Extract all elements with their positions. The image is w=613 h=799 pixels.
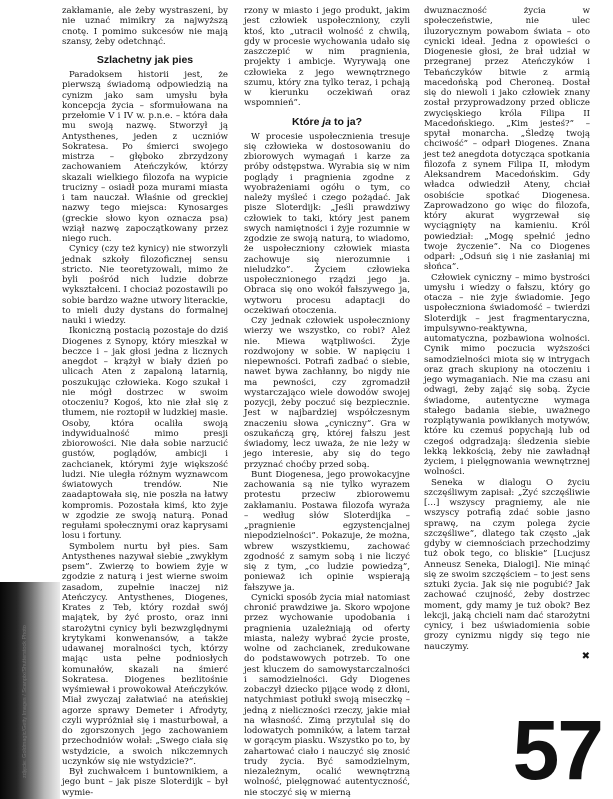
paragraph: Paradoksem historii jest, że pierwszą świadomą odpowiedzią na cynizm jako sam umysłu była koncepcja życia – sformułowana na przełomie V i IV w. p.n.e. – która dała mu swoją nazwę. Stworzył ją Antysthenes, jeden z uczniów Sokratesa. Po śmierci swojego mistrza – głęboko zbrzydzony zachowaniem Ateńczyków, którzy skazali wielkiego filozofa na wypicie trucizny – osiadł poza murami miasta i tam nauczał. Właśnie od greckiej nazwy tego miejsca: Kynosarges (greckie słowo kyon oznacza psa) wziął nazwę zapoczątkowany przez niego ruch. <box>62 70 228 244</box>
paragraph: Czy jednak człowiek uspołeczniony wierzy we wszystko, co robi? Ależ nie. Miewa wątpliwości. Żyje rozdwojony w sobie. W napięciu i niepewności. Potrafi zadbać o siebie, nawet bywa zachłanny, bo nigdy nie ma pewności, czy zgromadził wystarczająco wiele dowodów swojej pozycji, żeby poczuć się bezpiecznie. Jest w najbardziej współczesnym znaczeniu słowa „cyniczny”. Gra w oszukańczą grę, której fałszu jest świadomy, lecz uważa, że nie leży w jego interesie, aby się do tego przyznać choćby przed sobą. <box>244 316 410 470</box>
paragraph: Ikoniczną postacią pozostaje do dziś Diogenes z Synopy, który mieszkał w beczce i – jak głosi jedna z licznych anegdot – krążył w biały dzień po ulicach Aten z zapaloną latarnią, poszukując człowieka. Kogo szukał i nie mógł dostrzec w swoim otoczeniu? Kogoś, kto nie złał się z tłumem, nie roztopił w ludzkiej masie. Osoby, która ocaliła swoją indywidualność mimo presji zbiorowości. Nie dała sobie narzucić gustów, poglądów, ambicji i zachcianek, którymi żyje większość ludzi. Nie uległa różnym wyznawcom światowych trendów. Nie zaadaptowała się, nie poszła na łatwy kompromis. Pozostała kimś, kto żyje w zgodzie ze swoją naturą. Ponad regułami społecznymi oraz kaprysami losu i fortuny. <box>62 326 229 542</box>
paragraph: Człowiek cyniczny – mimo bystrości umysłu i wiedzy o fałszu, który go otacza – nie żyje świadomie. Jego uspołeczniona świadomość – twierdzi Sloterdijk – jest fragmentaryczna, impulsywno-reaktywna, automatyczna, pozbawiona wolności. Cynik mimo poczucia wyższości samodzielności miota się w intrygach oraz grach skupiony na otoczeniu i jego wymaganiach. Nie ma czasu ani odwagi, żeby zająć się sobą. Życie świadome, autentyczne wymaga stałego badania siebie, uważnego rozplątywania powikłanych motywów, które ku czemuś popychają lub od czegoś odgradzają: śledzenia siebie lekką lekkością, żeby nie zawładnął życiem, i pielęgnowania wewnętrznej wolności. <box>424 272 590 478</box>
heading-part: Które <box>291 115 323 128</box>
article-column-2 <box>244 6 410 798</box>
paragraph: Cynicki sposób życia miał natomiast chronić prawdziwe ja. Skoro wpojone przez wychowanie upodobania i pragnienia uzależniają od oferty miasta, należy wybrać życie proste, wolne od zachcianek, zredukowane do podstawowych potrzeb. To one jest kluczem do samowystarczalności i samodzielności. Gdy Diogenes zobaczył dziecko pijące wodę z dłoni, natychmiast potłukł swoją miseczkę – jedną z nieliczności rzeczy, jakie miał na własność. Zimą przytulał się do lodowatych pomników, a latem tarzał w gorącym piasku. Wszystko po to, by zahartować ciało i nauczyć się znosić trudy życia. Być samodzielnym, niezależnym, ocalić wewnętrzną wolność, pielęgnować autentyczność, nie stoczyć się w mierną <box>244 592 410 798</box>
paragraph: W procesie uspołecznienia tresuje się człowieka w dostosowaniu do zbiorowych wymagań i karze za próby odstępstwa. Wyrabia się w nim poglądy i pragnienia zgodne z wyobrażeniami ogółu o tym, co należy myśleć i czego pożądać. Jak pisze Sloterdijk: „Jeśli prawdziwy człowiek to taki, który jest panem swych namiętności i żyje rozumnie w zgodzie ze swoją naturą, to wiadomo, że uspołeczniony człowiek miasta zachowuje się nierozumnie i nieludzko”. Życiem człowieka uspołecznionego rządzi jego ja. Obraca się ono wokół fałszywego ja, wytworu procesu adaptacji do oczekiwań otoczenia. <box>244 131 410 316</box>
paragraph: Bunt Diogenesa, jego prowokacyjne zachowania są nie tylko wyrazem protestu przeciw zbiorowemu zakłamaniu. Postawa filozofa wyraża – według słów Sloterdijka – „pragnienie egzystencjalnej niepodzielności”. Pokazuje, że można, wbrew wszystkiemu, zachować zgodność z samym sobą i nie liczyć się z tym, „co ludzie powiedzą”, ponieważ ich opinie wspierają fałszywe ja. <box>244 469 410 593</box>
paragraph: Symbolem nurtu był pies. Sam Antysthenes nazywał siebie „zwykłym psem”. Zwierzę to bowiem żyje w zgodzie z naturą i jest wierne swoim zasadom, zupełnie inaczej niż Ateńczycy. Antysthenes, Diogenes, Krates z Teb, który rozdał swój majątek, by żyć prosto, oraz inni starożytni cynicy byli bezwzględnymi krytykami konwenansów, a także udawanej moralności tych, którzy mając usta pełne podniosłych komunałów, skazali na śmierć Sokratesa. Diogenes bezlitośnie wyśmiewał i prowokował Ateńczyków. Miał zwyczaj załatwiać na ateńskiej agorze sprawy Demeter i Afrodyty, czyli wypróżniał się i masturbował, a do zgorszonych jego zachowaniem przechodniów wołał: „Swego ciała się wstydzicie, a swoich nikczemnych uczynków się nie wstydzicie?”. <box>62 541 228 767</box>
paragraph: Cynicy (czy też kynicy) nie stworzyli jednak szkoły filozoficznej sensu stricto. Nie teoretyzowali, mimo że byli pośród nich ludzie dobrze wykształceni. I chociaż pozostawili po sobie bardzo ważne utwory literackie, to mieli duży dystans do formalnej nauki i wiedzy. <box>62 244 228 326</box>
paragraph: rzony w miasto i jego produkt, jakim jest człowiek uspołeczniony, czyli ktoś, kto „utracił wolność z chwilą, gdy w procesie wychowania udało się zaszczepić w nim pragnienia, projekty i ambicje. Wyrywają one człowieka z jego wewnętrznego szumu, który zna tylko teraz, i pchają w kierunku oczekiwań oraz wspomnień”. <box>244 6 410 109</box>
paragraph: dwuznaczność życia w społeczeństwie, nie ulec iluzorycznym powabom świata – oto cynicki ideał. Jedna z opowieści o Diogenesie głosi, że brał udział w przegranej przez Ateńczyków i Tebańczyków bitwie z armią macedońską pod Cheroneą. Dostał się do niewoli i jako człowiek znany został przyprowadzony przed oblicze zwycięskiego króla Filipa II Macedońskiego. „Kim jesteś?” – spytał monarcha. „Śledzę twoją chciwość” – odparł Diogenes. Znana jest też anegdota dotycząca spotkania filozofa z synem Filipa II, młodym Aleksandrem Macedońskim. Gdy władca odwiedził Ateny, chciał osobiście spotkać Diogenesa. Zaprowadzono go więc do filozofa, który akurat wygrzewał się wyciągnięty na kamieniu. Król powiedział: „Mogę spełnić jedno twoje życzenie”. Na co Diogenes odparł: „Odsuń się i nie zasłaniaj mi słońca”. <box>424 6 590 273</box>
article-column-1 <box>62 6 228 798</box>
section-heading: Szlachetny jak pies <box>96 54 194 66</box>
heading-part-italic: ja <box>322 115 332 128</box>
page-number: 57 <box>512 703 602 797</box>
section-heading <box>244 116 410 129</box>
paragraph: zakłamanie, ale żeby wystraszeni, by nie uznać mimikry za najwyższą cnotę. I pomimo sukcesów nie mają szansy, żeby odetchnąć. <box>62 6 228 47</box>
article-column-3 <box>424 6 590 662</box>
end-mark <box>424 652 590 662</box>
paragraph: Był zuchwałcem i buntownikiem, a jego bunt – jak pisze Sloterdijk – był wymie- <box>62 767 228 798</box>
photo-credit: zdjęcie: Goldmagic/Getty Images / Scanpix/Shutterstock Photo <box>22 625 28 778</box>
paragraph: Seneka w dialogu O życiu szczęśliwym zapisał: „Żyć szczęśliwie […] wszyscy pragniemy, ale nie wszyscy potrafią zdać sobie jasno sprawę, na czym polega życie szczęśliwe”, dlatego tak często „jak gdyby w ciemnościach przechodzimy tuż obok tego, co bliskie” [Lucjusz Anneusz Seneka, Dialogi]. Nie minąć się ze swoim szczęściem – to jest sens sztuki życia. Jak się nie pogubić? Jak zachować czujność, żeby dostrzec moment, gdy mamy je tuż obok? Bez lekcji, jaką chcieli nam dać starożytni cynicy, i bez uświadomienia sobie grozy cynizmu nigdy się tego nie nauczymy. <box>424 477 590 652</box>
heading-part: to ja? <box>331 115 363 128</box>
end-mark-icon: ✖ <box>581 650 590 662</box>
